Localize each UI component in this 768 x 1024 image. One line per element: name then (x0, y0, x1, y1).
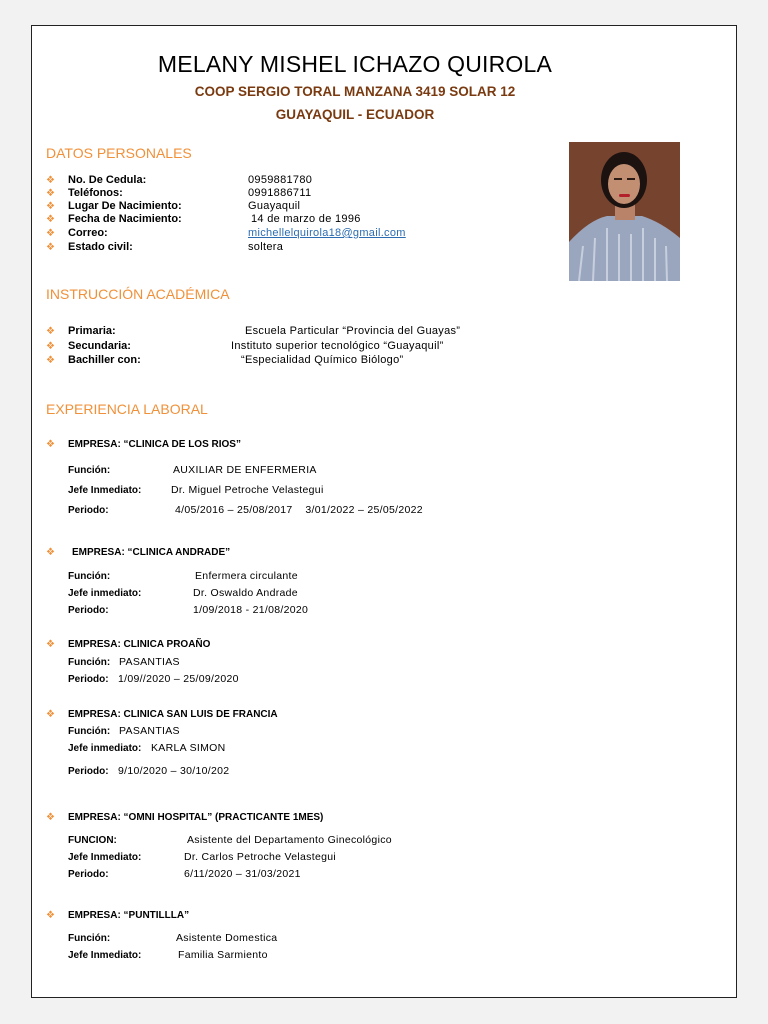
section-title-personal: DATOS PERSONALES (46, 145, 192, 161)
job-label: Jefe Inmediato: (68, 485, 142, 496)
diamond-bullet-icon: ❖ (46, 201, 55, 212)
diamond-bullet-icon: ❖ (46, 228, 55, 239)
job-label: Periodo: (68, 674, 109, 685)
diamond-bullet-icon: ❖ (46, 910, 55, 921)
diamond-bullet-icon: ❖ (46, 639, 55, 650)
personal-label: No. De Cedula: (68, 174, 147, 186)
job-label: Periodo: (68, 766, 109, 777)
diamond-bullet-icon: ❖ (46, 326, 55, 337)
personal-value: 0959881780 (248, 174, 313, 186)
job-label: Función: (68, 933, 111, 944)
education-value: Instituto superior tecnológico “Guayaquil” (231, 340, 444, 352)
job-label: Jefe Inmediato: (68, 852, 142, 863)
personal-value: soltera (248, 241, 284, 253)
company-name: EMPRESA: “PUNTILLLA” (68, 910, 190, 921)
diamond-bullet-icon: ❖ (46, 812, 55, 823)
job-value: 1/09/2018 - 21/08/2020 (193, 604, 309, 616)
personal-value: Guayaquil (248, 200, 301, 212)
job-value: Asistente Domestica (176, 932, 278, 944)
address-line: COOP SERGIO TORAL MANZANA 3419 SOLAR 12 (194, 84, 516, 99)
education-label: Primaria: (68, 325, 116, 337)
job-value: Dr. Carlos Petroche Velastegui (184, 851, 336, 863)
job-label: Función: (68, 571, 111, 582)
company-name: EMPRESA: “OMNI HOSPITAL” (PRACTICANTE 1MES) (68, 812, 324, 823)
job-label: Función: (68, 465, 111, 476)
job-label: Periodo: (68, 869, 109, 880)
company-name: EMPRESA: CLINICA PROAÑO (68, 639, 211, 650)
diamond-bullet-icon: ❖ (46, 547, 55, 558)
job-value: 1/09//2020 – 25/09/2020 (118, 673, 239, 685)
job-label: FUNCION: (68, 835, 117, 846)
section-title-education: INSTRUCCIÓN ACADÉMICA (46, 286, 230, 302)
job-label: Función: (68, 657, 111, 668)
job-label: Función: (68, 726, 111, 737)
section-title-experience: EXPERIENCIA LABORAL (46, 401, 208, 417)
job-label: Jefe inmediato: (68, 588, 142, 599)
diamond-bullet-icon: ❖ (46, 709, 55, 720)
job-label: Periodo: (68, 505, 109, 516)
profile-photo (569, 142, 680, 281)
personal-value: 14 de marzo de 1996 (251, 213, 361, 225)
job-label: Periodo: (68, 605, 109, 616)
resume-page (31, 25, 737, 998)
education-value: Escuela Particular “Provincia del Guayas” (245, 325, 461, 337)
job-value: Dr. Oswaldo Andrade (193, 587, 298, 599)
job-value: PASANTIAS (119, 725, 180, 737)
education-value: “Especialidad Químico Biólogo” (241, 354, 404, 366)
company-name: EMPRESA: “CLINICA ANDRADE” (72, 547, 231, 558)
education-label: Secundaria: (68, 340, 131, 352)
job-value: 6/11/2020 – 31/03/2021 (184, 868, 301, 880)
company-name: EMPRESA: CLINICA SAN LUIS DE FRANCIA (68, 709, 278, 720)
personal-value: 0991886711 (248, 187, 312, 199)
job-value: Enfermera circulante (195, 570, 298, 582)
diamond-bullet-icon: ❖ (46, 341, 55, 352)
email-link[interactable]: michellelquirola18@gmail.com (248, 227, 406, 239)
diamond-bullet-icon: ❖ (46, 175, 55, 186)
education-label: Bachiller con: (68, 354, 141, 366)
personal-label: Correo: (68, 227, 108, 239)
job-value: 4/05/2016 – 25/08/2017 3/01/2022 – 25/05/2022 (175, 504, 423, 516)
job-value: Familia Sarmiento (178, 949, 268, 961)
diamond-bullet-icon: ❖ (46, 214, 55, 225)
job-label: Jefe inmediato: (68, 743, 142, 754)
diamond-bullet-icon: ❖ (46, 355, 55, 366)
job-value: Asistente del Departamento Ginecológico (187, 834, 392, 846)
personal-label: Lugar De Nacimiento: (68, 200, 182, 212)
diamond-bullet-icon: ❖ (46, 242, 55, 253)
personal-label: Teléfonos: (68, 187, 123, 199)
job-value: KARLA SIMON (151, 742, 226, 754)
job-value: Dr. Miguel Petroche Velastegui (171, 484, 324, 496)
personal-label: Fecha de Nacimiento: (68, 213, 182, 225)
job-value: PASANTIAS (119, 656, 180, 668)
personal-label: Estado civil: (68, 241, 133, 253)
city-line: GUAYAQUIL - ECUADOR (275, 107, 435, 122)
job-label: Jefe Inmediato: (68, 950, 142, 961)
company-name: EMPRESA: “CLINICA DE LOS RIOS” (68, 439, 241, 450)
job-value: 9/10/2020 – 30/10/202 (118, 765, 230, 777)
job-value: AUXILIAR DE ENFERMERIA (173, 464, 317, 476)
diamond-bullet-icon: ❖ (46, 439, 55, 450)
diamond-bullet-icon: ❖ (46, 188, 55, 199)
candidate-name: MELANY MISHEL ICHAZO QUIROLA (157, 51, 553, 77)
